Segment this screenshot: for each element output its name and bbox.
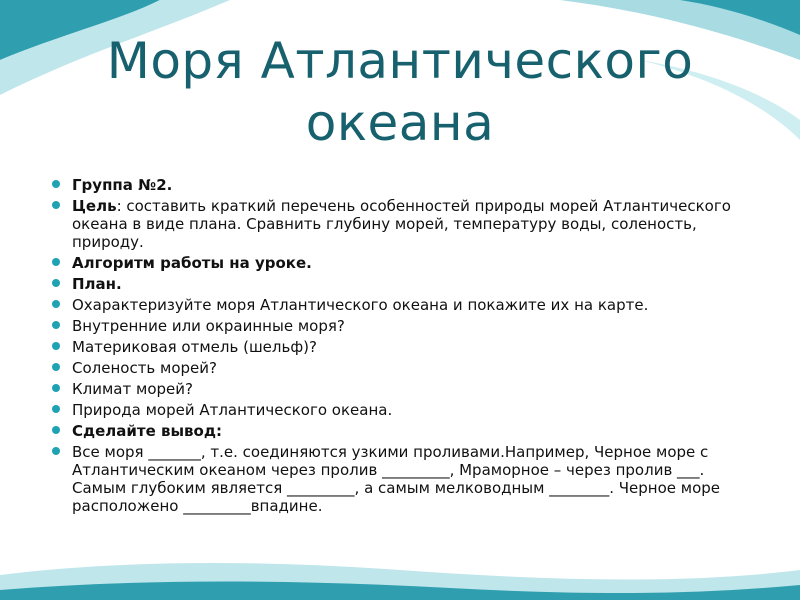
- bullet-dot-icon: [52, 258, 60, 266]
- question-4: Соленость морей?: [72, 359, 217, 377]
- goal-label: Цель: [72, 197, 117, 215]
- list-item-q2: [50, 317, 750, 335]
- bullet-dot-icon: [52, 363, 60, 371]
- bullet-dot-icon: [52, 321, 60, 329]
- bullet-dot-icon: [52, 342, 60, 350]
- list-item-group: [50, 176, 750, 194]
- bullet-dot-icon: [52, 180, 60, 188]
- list-item-algorithm: [50, 254, 750, 272]
- title-line-2: океана: [305, 94, 495, 152]
- conclusion-label: Сделайте вывод:: [72, 422, 222, 440]
- question-2: Внутренние или окраинные моря?: [72, 317, 345, 335]
- plan-label: План.: [72, 275, 122, 293]
- list-item-q3: [50, 338, 750, 356]
- list-item-q1: [50, 296, 750, 314]
- slide-title: [0, 30, 800, 154]
- list-item-conclusion: [50, 422, 750, 440]
- question-1: Охарактеризуйте моря Атлантического океана и покажите их на карте.: [72, 296, 649, 314]
- final-text: Все моря _______, т.е. соединяются узкими проливами.Например, Черное море с Атлантическим океаном через пролив _________, Мраморное – через пролив ___. Самым глубоким является _________, а самым мелководным ________. Черное море расположено _________впадине.: [72, 443, 721, 515]
- bullet-list: [50, 176, 750, 518]
- bullet-dot-icon: [52, 426, 60, 434]
- algorithm-label: Алгоритм работы на уроке.: [72, 254, 312, 272]
- question-6: Природа морей Атлантического океана.: [72, 401, 393, 419]
- list-item-q6: [50, 401, 750, 419]
- bullet-dot-icon: [52, 201, 60, 209]
- list-item-q4: [50, 359, 750, 377]
- bullet-dot-icon: [52, 447, 60, 455]
- question-5: Климат морей?: [72, 380, 193, 398]
- list-item-plan: [50, 275, 750, 293]
- bullet-dot-icon: [52, 300, 60, 308]
- question-3: Материковая отмель (шельф)?: [72, 338, 317, 356]
- group-label: Группа №2.: [72, 176, 173, 194]
- bullet-dot-icon: [52, 279, 60, 287]
- goal-text: : составить краткий перечень особенностей природы морей Атлантического океана в виде плана. Сравнить глубину морей, температуру воды, соленость, природу.: [72, 197, 731, 251]
- list-item-goal: [50, 197, 750, 251]
- bullet-dot-icon: [52, 405, 60, 413]
- list-item-q5: [50, 380, 750, 398]
- bullet-dot-icon: [52, 384, 60, 392]
- title-line-1: Моря Атлантического: [106, 32, 694, 90]
- list-item-final: [50, 443, 750, 515]
